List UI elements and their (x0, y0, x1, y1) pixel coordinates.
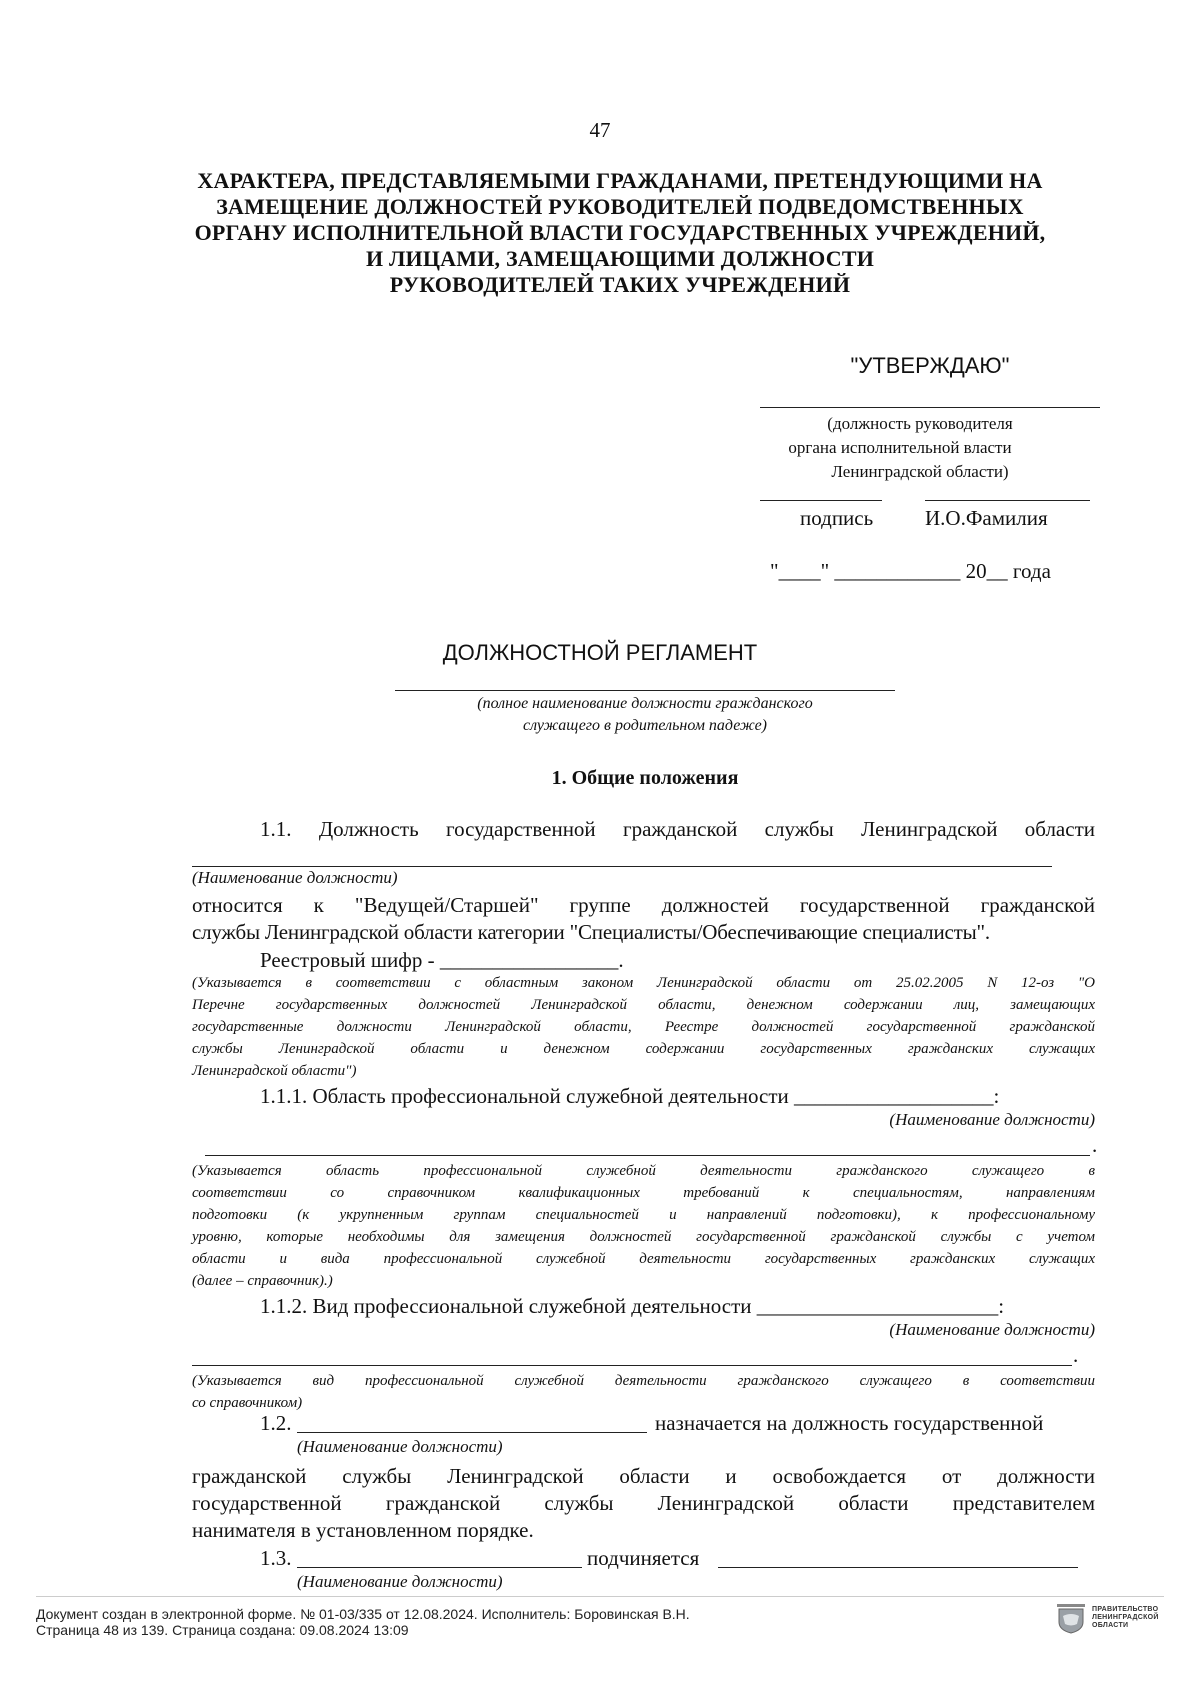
paragraph-1-3-subordinate: подчиняется (587, 1546, 700, 1570)
text-line: государственной гражданской службы Ленинградской области представителем (192, 1491, 1095, 1515)
signature-label: подпись (800, 506, 874, 530)
footer-divider (36, 1596, 1164, 1597)
header-line: И ЛИЦАМИ, ЗАМЕЩАЮЩИМИ ДОЛЖНОСТИ (365, 246, 875, 271)
note-line: уровню, которые необходимы для замещения должностей государственной гражданской службы с учетом (192, 1229, 1095, 1245)
position-name-caption: (Наименование должности) (889, 1110, 1095, 1129)
period: . (1073, 1343, 1079, 1367)
position-name-note (0, 693, 1200, 737)
logo-line: ОБЛАСТИ (1092, 1622, 1129, 1629)
name-label: И.О.Фамилия (925, 506, 1048, 530)
paragraph-1-2-number: 1.2. (260, 1411, 292, 1435)
paragraph-1-1-text (192, 892, 1095, 946)
logo-line: ПРАВИТЕЛЬСТВО (1092, 1606, 1159, 1613)
note-line: служащего в родительном падеже) (522, 717, 768, 734)
coat-of-arms-icon (1057, 1604, 1085, 1634)
approval-date-line: "____" ____________ 20__ года (770, 559, 1051, 583)
position-underline (297, 1432, 647, 1433)
note-line: Ленинградской области) (831, 462, 1009, 481)
position-name-line (395, 690, 895, 691)
header-line: РУКОВОДИТЕЛЕЙ ТАКИХ УЧРЕЖДЕНИЙ (389, 272, 851, 297)
paragraph-1-1-2: 1.1.2. Вид профессиональной служебной деятельности _______________________: (260, 1294, 1005, 1318)
note-line: (Указывается область профессиональной служебной деятельности гражданского служащего в (192, 1163, 1095, 1179)
note-line: Ленинградской области") (192, 1063, 357, 1079)
note-line: со справочником) (192, 1395, 303, 1411)
paragraph-1-2-text (192, 1463, 1095, 1544)
note-line: (далее – справочник).) (192, 1273, 333, 1289)
note-line: (Указывается в соответствии с областным законом Ленинградской области от 25.02.2005 N 12-оз "О (192, 975, 1095, 991)
document-header-title (150, 168, 1090, 298)
footer-page-info: Страница 48 из 139. Страница создана: 09.08.2024 13:09 (36, 1622, 409, 1638)
activity-type-note (192, 1370, 1095, 1414)
registry-note (192, 972, 1095, 1082)
note-line: соответствии со справочником квалификационных требований к специальностям, направлениям (192, 1185, 1095, 1201)
position-name-caption: (Наименование должности) (297, 1572, 503, 1591)
note-line: подготовки (к укрупненным группам специальностей и направлений подготовки), к профессиональному (192, 1207, 1095, 1223)
text-line: нанимателя в установленном порядке. (192, 1518, 534, 1542)
position-name-caption: (Наименование должности) (297, 1437, 503, 1456)
signature-line (760, 500, 882, 501)
period: . (1092, 1133, 1098, 1157)
header-line: ЗАМЕЩЕНИЕ ДОЛЖНОСТЕЙ РУКОВОДИТЕЛЕЙ ПОДВЕДОМСТВЕННЫХ (216, 194, 1024, 219)
activity-area-line (205, 1155, 1090, 1156)
paragraph-1-3-number: 1.3. (260, 1546, 292, 1570)
position-name-caption: (Наименование должности) (192, 868, 398, 887)
note-line: Перечне государственных должностей Ленинградской области, денежном содержании лиц, замещающих (192, 997, 1095, 1013)
approval-title: "УТВЕРЖДАЮ" (850, 353, 1010, 378)
paragraph-1-1-lead: 1.1. Должность государственной гражданской службы Ленинградской области (260, 817, 1095, 841)
supervisor-underline (718, 1567, 1078, 1568)
text-line: относится к "Ведущей/Старшей" группе должностей государственной гражданской (192, 893, 1095, 917)
document-title: ДОЛЖНОСТНОЙ РЕГЛАМЕНТ (442, 640, 758, 665)
paragraph-1-2-tail: назначается на должность государственной (655, 1411, 1044, 1435)
logo-line: ЛЕНИНГРАДСКОЙ (1092, 1614, 1159, 1621)
footer-doc-info: Документ создан в электронной форме. № 01-03/335 от 12.08.2024. Исполнитель: Боровинская В.Н. (36, 1606, 690, 1622)
page-number: 47 (589, 118, 611, 142)
paragraph-1-1-1: 1.1.1. Область профессиональной служебной деятельности ___________________: (260, 1084, 1000, 1108)
note-line: службы Ленинградской области и денежном содержании государственных гражданских служащих (192, 1041, 1095, 1057)
position-name-caption: (Наименование должности) (889, 1320, 1095, 1339)
section-title: 1. Общие положения (551, 767, 739, 789)
position-underline (192, 866, 1052, 867)
text-line: службы Ленинградской области категории "Специалисты/Обеспечивающие специалисты". (192, 920, 990, 944)
registry-code-line: Реестровый шифр - _________________. (260, 948, 624, 972)
activity-area-note (192, 1160, 1095, 1292)
note-line: (Указывается вид профессиональной служебной деятельности гражданского служащего в соответствии (192, 1373, 1095, 1389)
text-line: гражданской службы Ленинградской области и освобождается от должности (192, 1464, 1095, 1488)
note-line: области и вида профессиональной служебной деятельности государственных гражданских служащих (192, 1251, 1095, 1267)
header-line: ХАРАКТЕРА, ПРЕДСТАВЛЯЕМЫМИ ГРАЖДАНАМИ, ПРЕТЕНДУЮЩИМИ НА (197, 168, 1043, 193)
note-line: (полное наименование должности гражданского (477, 695, 813, 712)
header-line: ОРГАНУ ИСПОЛНИТЕЛЬНОЙ ВЛАСТИ ГОСУДАРСТВЕННЫХ УЧРЕЖДЕНИЙ, (194, 220, 1046, 245)
position-underline (297, 1567, 582, 1568)
approval-position-note (740, 412, 1060, 484)
government-logo-text (1092, 1606, 1159, 1630)
note-line: государственные должности Ленинградской области, Реестре должностей государственной гражданской (192, 1019, 1095, 1035)
note-line: (должность руководителя (827, 414, 1013, 433)
name-line (925, 500, 1090, 501)
note-line: органа исполнительной власти (788, 438, 1012, 457)
activity-type-line (192, 1365, 1072, 1366)
approval-position-line (760, 407, 1100, 408)
